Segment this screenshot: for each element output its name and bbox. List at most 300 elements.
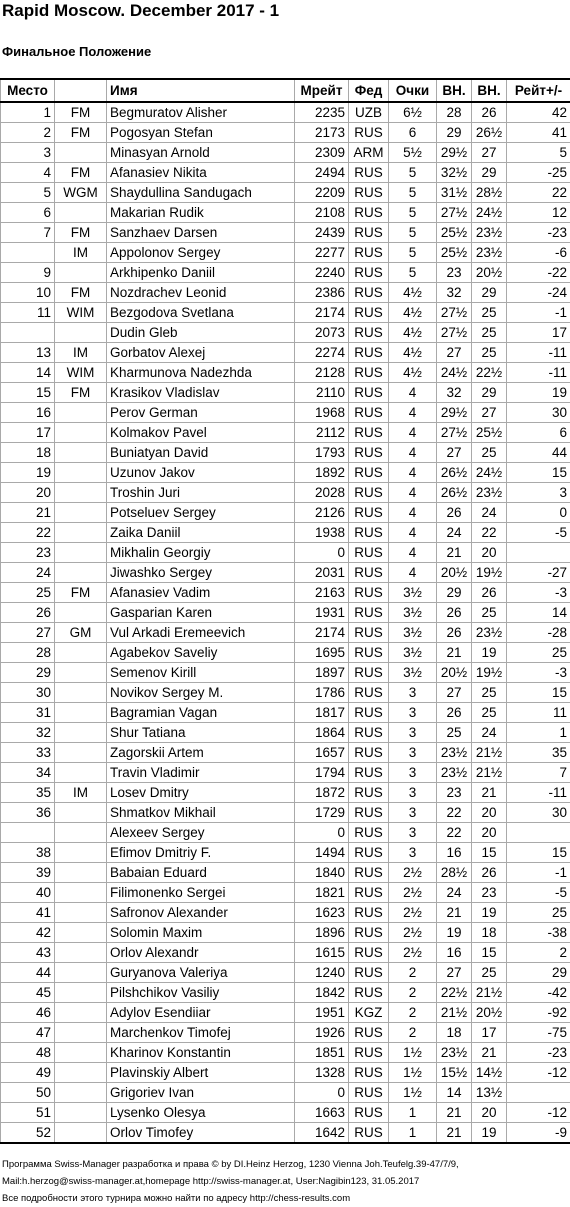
cell-rating-change: -11 [507,343,570,363]
cell-title [55,1043,107,1063]
cell-place: 26 [1,603,55,623]
cell-rating: 1892 [295,463,349,483]
cell-tiebreak-2: 21 [472,1043,507,1063]
cell-name: Gasparian Karen [107,603,295,623]
cell-tiebreak-1: 16 [437,943,472,963]
cell-federation: RUS [349,503,389,523]
cell-place: 47 [1,1023,55,1043]
cell-place: 19 [1,463,55,483]
cell-tiebreak-1: 27 [437,443,472,463]
cell-name: Gorbatov Alexej [107,343,295,363]
cell-tiebreak-2: 23½ [472,243,507,263]
cell-rating-change: 22 [507,183,570,203]
cell-rating-change [507,543,570,563]
cell-place: 9 [1,263,55,283]
table-row [1,843,570,863]
standings-table [0,78,570,1144]
cell-rating-change: 14 [507,603,570,623]
cell-name: Potseluev Sergey [107,503,295,523]
cell-place: 35 [1,783,55,803]
cell-points: 4½ [389,323,437,343]
cell-place: 18 [1,443,55,463]
cell-tiebreak-1: 24 [437,523,472,543]
cell-title: FM [55,283,107,303]
cell-title [55,823,107,843]
cell-rating-change: 29 [507,963,570,983]
cell-federation: RUS [349,623,389,643]
cell-name: Agabekov Saveliy [107,643,295,663]
cell-name: Pogosyan Stefan [107,123,295,143]
cell-points: 3½ [389,583,437,603]
cell-points: 3½ [389,603,437,623]
table-row [1,963,570,983]
cell-tiebreak-1: 26 [437,503,472,523]
cell-tiebreak-2: 15 [472,843,507,863]
cell-rating-change: -28 [507,623,570,643]
cell-name: Filimonenko Sergei [107,883,295,903]
cell-rating: 2110 [295,383,349,403]
cell-tiebreak-1: 29 [437,583,472,603]
cell-rating-change: 17 [507,323,570,343]
header-federation: Фед [349,79,389,102]
cell-rating-change: 7 [507,763,570,783]
cell-place: 7 [1,223,55,243]
cell-federation: RUS [349,443,389,463]
cell-name: Afanasiev Vadim [107,583,295,603]
cell-points: 2 [389,963,437,983]
table-row [1,243,570,263]
cell-federation: RUS [349,863,389,883]
table-row [1,543,570,563]
cell-rating-change: -3 [507,583,570,603]
table-row [1,563,570,583]
cell-tiebreak-2: 21½ [472,743,507,763]
cell-title: IM [55,783,107,803]
cell-tiebreak-2: 19½ [472,563,507,583]
cell-rating-change: -75 [507,1023,570,1043]
table-row [1,763,570,783]
cell-name: Sanzhaev Darsen [107,223,295,243]
cell-place: 24 [1,563,55,583]
cell-tiebreak-2: 20 [472,823,507,843]
header-tiebreak-1: ВН. [437,79,472,102]
cell-title [55,263,107,283]
cell-tiebreak-2: 25 [472,303,507,323]
cell-rating-change: -3 [507,663,570,683]
cell-place: 20 [1,483,55,503]
cell-name: Zagorskii Artem [107,743,295,763]
cell-place: 44 [1,963,55,983]
cell-rating-change: 15 [507,683,570,703]
cell-rating-change: -27 [507,563,570,583]
cell-federation: RUS [349,943,389,963]
table-row [1,1063,570,1083]
cell-tiebreak-1: 27 [437,963,472,983]
cell-title [55,903,107,923]
cell-title [55,443,107,463]
cell-rating: 2386 [295,283,349,303]
cell-rating-change: -42 [507,983,570,1003]
cell-tiebreak-1: 22 [437,803,472,823]
cell-title: FM [55,102,107,123]
cell-rating: 1851 [295,1043,349,1063]
cell-place: 43 [1,943,55,963]
cell-place: 3 [1,143,55,163]
cell-federation: RUS [349,803,389,823]
cell-name: Bezgodova Svetlana [107,303,295,323]
cell-rating-change: 25 [507,903,570,923]
cell-tiebreak-1: 31½ [437,183,472,203]
cell-tiebreak-2: 29 [472,383,507,403]
table-row [1,783,570,803]
cell-tiebreak-1: 14 [437,1083,472,1103]
cell-tiebreak-2: 20½ [472,263,507,283]
cell-rating: 2031 [295,563,349,583]
cell-title [55,1083,107,1103]
cell-name: Vul Arkadi Eremeevich [107,623,295,643]
header-title [55,79,107,102]
cell-name: Babaian Eduard [107,863,295,883]
cell-title [55,683,107,703]
cell-tiebreak-2: 25 [472,703,507,723]
table-row [1,143,570,163]
cell-rating-change: 35 [507,743,570,763]
cell-rating: 1729 [295,803,349,823]
cell-rating-change: -9 [507,1123,570,1144]
cell-name: Pilshchikov Vasiliy [107,983,295,1003]
cell-tiebreak-2: 22 [472,523,507,543]
cell-name: Shur Tatiana [107,723,295,743]
cell-tiebreak-2: 25 [472,443,507,463]
cell-tiebreak-1: 26½ [437,463,472,483]
cell-tiebreak-2: 19 [472,1123,507,1144]
table-row [1,943,570,963]
cell-points: 3 [389,683,437,703]
cell-federation: RUS [349,523,389,543]
cell-rating-change: 6 [507,423,570,443]
cell-rating-change: -25 [507,163,570,183]
cell-federation: RUS [349,823,389,843]
cell-title: IM [55,243,107,263]
table-row [1,803,570,823]
cell-name: Losev Dmitry [107,783,295,803]
cell-place: 2 [1,123,55,143]
cell-points: 3 [389,783,437,803]
cell-tiebreak-1: 26 [437,603,472,623]
cell-tiebreak-2: 18 [472,923,507,943]
cell-rating-change: 3 [507,483,570,503]
cell-tiebreak-2: 29 [472,283,507,303]
cell-rating: 2174 [295,303,349,323]
cell-tiebreak-2: 22½ [472,363,507,383]
cell-title: FM [55,583,107,603]
cell-title [55,743,107,763]
cell-tiebreak-2: 23 [472,883,507,903]
cell-tiebreak-2: 19 [472,903,507,923]
cell-rating: 1840 [295,863,349,883]
table-row [1,283,570,303]
cell-rating: 1951 [295,1003,349,1023]
cell-federation: RUS [349,483,389,503]
cell-title [55,803,107,823]
cell-title [55,503,107,523]
cell-place: 29 [1,663,55,683]
cell-tiebreak-1: 22½ [437,983,472,1003]
cell-name: Guryanova Valeriya [107,963,295,983]
table-row [1,1123,570,1144]
cell-tiebreak-2: 20 [472,1103,507,1123]
cell-rating: 0 [295,823,349,843]
cell-points: 4 [389,563,437,583]
cell-name: Arkhipenko Daniil [107,263,295,283]
cell-points: 5 [389,223,437,243]
cell-title [55,543,107,563]
cell-rating: 2277 [295,243,349,263]
cell-title [55,843,107,863]
cell-rating: 1328 [295,1063,349,1083]
cell-federation: RUS [349,323,389,343]
cell-points: 4 [389,463,437,483]
cell-tiebreak-2: 23½ [472,483,507,503]
cell-federation: RUS [349,1103,389,1123]
cell-points: 3½ [389,623,437,643]
cell-federation: RUS [349,223,389,243]
cell-tiebreak-2: 14½ [472,1063,507,1083]
table-row [1,623,570,643]
table-row [1,703,570,723]
cell-points: 4 [389,543,437,563]
cell-rating: 1663 [295,1103,349,1123]
table-row [1,603,570,623]
table-row [1,903,570,923]
cell-title [55,863,107,883]
cell-name: Zaika Daniil [107,523,295,543]
cell-rating-change: 41 [507,123,570,143]
cell-rating: 2309 [295,143,349,163]
cell-points: 4½ [389,343,437,363]
cell-place: 50 [1,1083,55,1103]
cell-tiebreak-1: 20½ [437,563,472,583]
cell-rating-change: -11 [507,783,570,803]
cell-points: 2½ [389,883,437,903]
cell-tiebreak-1: 21½ [437,1003,472,1023]
cell-tiebreak-2: 25 [472,343,507,363]
cell-place: 33 [1,743,55,763]
cell-tiebreak-2: 23½ [472,223,507,243]
cell-rating: 1794 [295,763,349,783]
table-row [1,503,570,523]
cell-federation: RUS [349,663,389,683]
cell-tiebreak-2: 20½ [472,1003,507,1023]
cell-title [55,523,107,543]
cell-points: 3 [389,723,437,743]
cell-points: 3 [389,843,437,863]
cell-points: 3 [389,803,437,823]
cell-name: Troshin Juri [107,483,295,503]
cell-rating-change: -23 [507,223,570,243]
cell-tiebreak-1: 21 [437,903,472,923]
table-row [1,863,570,883]
cell-tiebreak-1: 27½ [437,303,472,323]
cell-title: GM [55,623,107,643]
cell-title: FM [55,123,107,143]
cell-name: Kolmakov Pavel [107,423,295,443]
cell-points: 1 [389,1103,437,1123]
cell-points: 3½ [389,643,437,663]
cell-points: 3 [389,743,437,763]
cell-name: Jiwashko Sergey [107,563,295,583]
cell-rating: 1817 [295,703,349,723]
cell-place: 31 [1,703,55,723]
cell-tiebreak-1: 15½ [437,1063,472,1083]
cell-federation: RUS [349,983,389,1003]
cell-tiebreak-2: 26 [472,583,507,603]
cell-name: Krasikov Vladislav [107,383,295,403]
cell-tiebreak-2: 23½ [472,623,507,643]
cell-name: Safronov Alexander [107,903,295,923]
cell-title: FM [55,223,107,243]
cell-federation: RUS [349,463,389,483]
cell-title: WIM [55,303,107,323]
cell-name: Perov German [107,403,295,423]
cell-title [55,963,107,983]
cell-points: 1½ [389,1083,437,1103]
cell-points: 4 [389,483,437,503]
table-row [1,1083,570,1103]
cell-federation: RUS [349,283,389,303]
cell-tiebreak-1: 16 [437,843,472,863]
cell-federation: RUS [349,263,389,283]
cell-rating: 1821 [295,883,349,903]
cell-name: Begmuratov Alisher [107,102,295,123]
table-row [1,423,570,443]
table-row [1,1023,570,1043]
cell-tiebreak-2: 27 [472,403,507,423]
cell-points: 1½ [389,1043,437,1063]
cell-rating-change: 30 [507,403,570,423]
cell-rating: 2494 [295,163,349,183]
cell-place: 11 [1,303,55,323]
cell-points: 2½ [389,923,437,943]
cell-name: Plavinskiy Albert [107,1063,295,1083]
cell-name: Adylov Esendiiar [107,1003,295,1023]
cell-rating: 2209 [295,183,349,203]
cell-title: IM [55,343,107,363]
cell-place: 13 [1,343,55,363]
cell-points: 6½ [389,102,437,123]
cell-rating-change: 42 [507,102,570,123]
cell-federation: KGZ [349,1003,389,1023]
cell-title [55,983,107,1003]
header-points: Очки [389,79,437,102]
cell-tiebreak-1: 32 [437,283,472,303]
cell-federation: RUS [349,423,389,443]
cell-rating-change: -92 [507,1003,570,1023]
cell-federation: RUS [349,703,389,723]
cell-points: 3½ [389,663,437,683]
cell-name: Nozdrachev Leonid [107,283,295,303]
cell-place: 21 [1,503,55,523]
footer-contact: Mail:h.herzog@swiss-manager.at,homepage http://swiss-manager.at, User:Nagibin123, 31.05.2017 [2,1176,420,1187]
footer-details-link: Все подробности этого турнира можно найти по адресу http://chess-results.com [2,1193,351,1204]
header-place: Место [1,79,55,102]
cell-tiebreak-2: 21½ [472,763,507,783]
cell-rating: 1872 [295,783,349,803]
cell-points: 2 [389,983,437,1003]
cell-title: WGM [55,183,107,203]
cell-points: 5 [389,263,437,283]
cell-tiebreak-2: 25 [472,603,507,623]
cell-title: FM [55,163,107,183]
cell-federation: RUS [349,363,389,383]
cell-rating: 1931 [295,603,349,623]
cell-federation: RUS [349,383,389,403]
cell-tiebreak-2: 25 [472,683,507,703]
cell-rating: 1793 [295,443,349,463]
table-row [1,343,570,363]
cell-rating: 1642 [295,1123,349,1144]
table-row [1,363,570,383]
cell-title [55,1103,107,1123]
cell-tiebreak-1: 24 [437,883,472,903]
cell-federation: RUS [349,163,389,183]
cell-rating: 1695 [295,643,349,663]
cell-rating: 1938 [295,523,349,543]
cell-rating: 0 [295,1083,349,1103]
cell-federation: RUS [349,743,389,763]
cell-points: 4½ [389,363,437,383]
cell-rating-change: 11 [507,703,570,723]
cell-title [55,943,107,963]
cell-tiebreak-1: 25½ [437,223,472,243]
cell-federation: RUS [349,1083,389,1103]
cell-title [55,203,107,223]
table-row [1,263,570,283]
cell-tiebreak-2: 24½ [472,203,507,223]
cell-points: 4 [389,383,437,403]
cell-rating: 1786 [295,683,349,703]
cell-rating-change: -5 [507,883,570,903]
cell-place: 15 [1,383,55,403]
cell-rating-change: 5 [507,143,570,163]
cell-rating: 2174 [295,623,349,643]
table-row [1,303,570,323]
cell-rating-change: 30 [507,803,570,823]
cell-tiebreak-1: 19 [437,923,472,943]
cell-tiebreak-2: 29 [472,163,507,183]
cell-rating: 2112 [295,423,349,443]
cell-rating-change [507,1083,570,1103]
cell-name: Alexeev Sergey [107,823,295,843]
footer-credits: Программа Swiss-Manager разработка и права © by DI.Heinz Herzog, 1230 Vienna Joh.Teufelg.39-47/7/9, [2,1159,459,1170]
cell-name: Makarian Rudik [107,203,295,223]
cell-name: Shaydullina Sandugach [107,183,295,203]
cell-place: 14 [1,363,55,383]
cell-rating-change: -5 [507,523,570,543]
table-row [1,1043,570,1063]
cell-federation: RUS [349,643,389,663]
cell-place: 23 [1,543,55,563]
cell-rating: 0 [295,543,349,563]
cell-tiebreak-2: 24½ [472,463,507,483]
cell-tiebreak-2: 21½ [472,983,507,1003]
cell-name: Semenov Kirill [107,663,295,683]
cell-tiebreak-1: 21 [437,1103,472,1123]
cell-points: 3 [389,823,437,843]
cell-federation: RUS [349,583,389,603]
cell-place: 4 [1,163,55,183]
cell-title: FM [55,383,107,403]
